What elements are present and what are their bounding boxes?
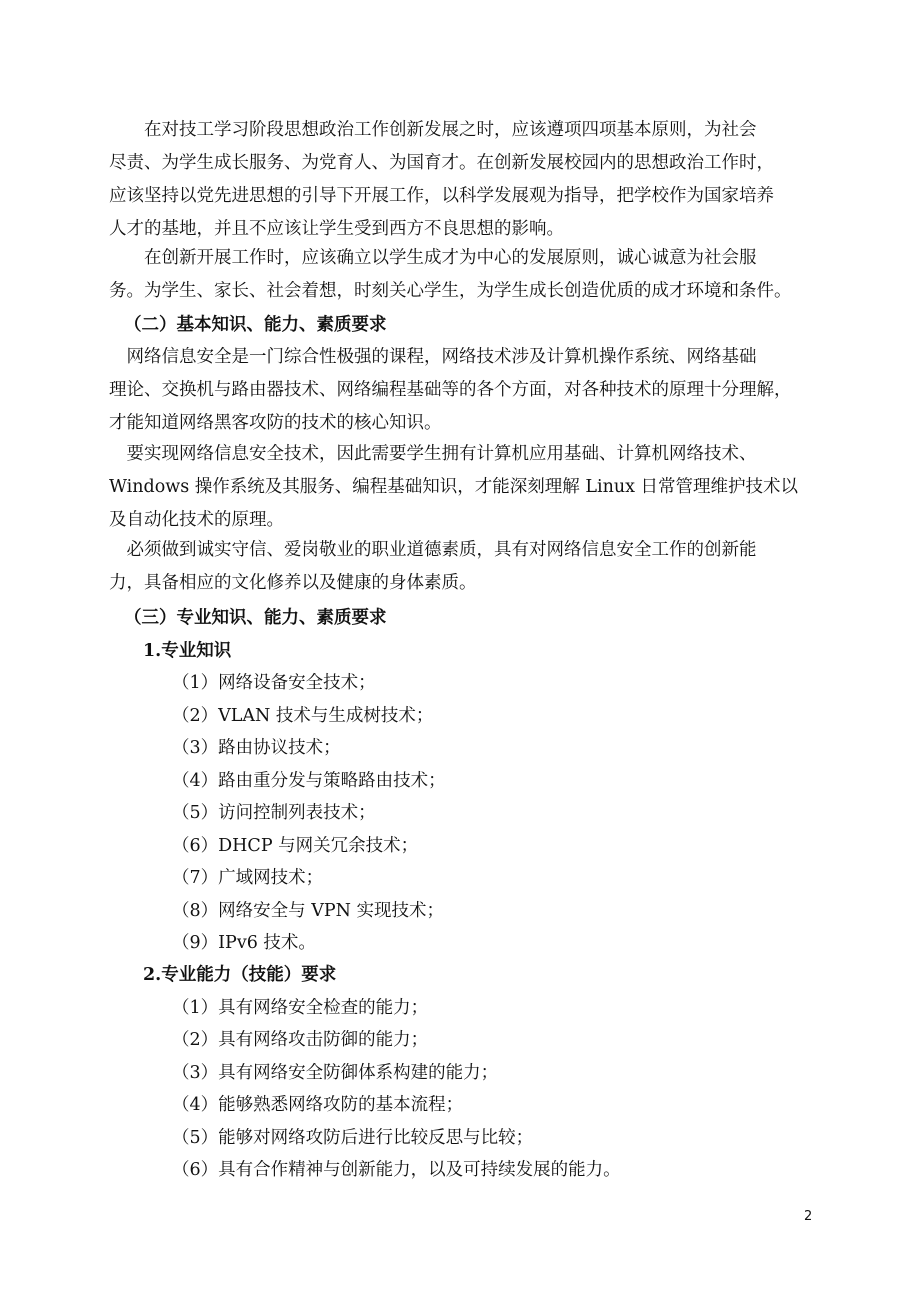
section-heading-professional: （三）专业知识、能力、素质要求 [124, 608, 387, 628]
knowledge-item: （1）网络设备安全技术； [172, 673, 376, 693]
knowledge-item: （8）网络安全与 VPN 实现技术； [172, 901, 444, 921]
knowledge-item: （4）路由重分发与策略路由技术； [172, 771, 446, 791]
ability-item: （6）具有合作精神与创新能力，以及可持续发展的能力。 [172, 1160, 621, 1180]
text-line: 务。为学生、家长、社会着想，时刻关心学生，为学生成长创造优质的成才环境和条件。 [109, 281, 792, 301]
knowledge-item: （3）路由协议技术； [172, 738, 341, 758]
ability-item: （1）具有网络安全检查的能力； [172, 998, 429, 1018]
ability-item: （4）能够熟悉网络攻防的基本流程； [172, 1095, 464, 1115]
knowledge-item: （5）访问控制列表技术； [172, 803, 376, 823]
page-number: 2 [804, 1209, 813, 1224]
text-line: 及自动化技术的原理。 [109, 510, 284, 530]
paragraph-principles [109, 114, 811, 246]
ability-item: （5）能够对网络攻防后进行比较反思与比较； [172, 1128, 534, 1148]
knowledge-item: （2）VLAN 技术与生成树技术； [172, 706, 434, 726]
ability-item: （2）具有网络攻击防御的能力； [172, 1030, 429, 1050]
ability-item: （3）具有网络安全防御体系构建的能力； [172, 1063, 499, 1083]
text-line: 力，具备相应的文化修养以及健康的身体素质。 [109, 573, 477, 593]
paragraph-development [109, 242, 811, 308]
text-line: 理论、交换机与路由器技术、网络编程基础等的各个方面，对各种技术的原理十分理解， [109, 380, 792, 400]
paragraph-ethics [109, 534, 811, 600]
paragraph-prerequisites [109, 438, 811, 537]
text-line: 在对技工学习阶段思想政治工作创新发展之时，应该遵项四项基本原则，为社会 [109, 120, 757, 140]
text-line: 网络信息安全是一门综合性极强的课程，网络技术涉及计算机操作系统、网络基础 [109, 347, 757, 367]
text-line: 必须做到诚实守信、爱岗敬业的职业道德素质，具有对网络信息安全工作的创新能 [109, 540, 757, 560]
knowledge-item: （6）DHCP 与网关冗余技术； [172, 836, 419, 856]
subheading-abilities: 2.专业能力（技能）要求 [143, 965, 337, 985]
text-line: 在创新开展工作时，应该确立以学生成才为中心的发展原则，诚心诚意为社会服 [109, 248, 757, 268]
section-heading-basic: （二）基本知识、能力、素质要求 [124, 315, 387, 335]
text-line: 尽责、为学生成长服务、为党育人、为国育才。在创新发展校园内的思想政治工作时， [109, 153, 774, 173]
text-line: 应该坚持以党先进思想的引导下开展工作，以科学发展观为指导，把学校作为国家培养 [109, 186, 774, 206]
text-line: 才能知道网络黑客攻防的技术的核心知识。 [109, 413, 442, 433]
knowledge-item: （7）广域网技术； [172, 868, 324, 888]
text-line: 人才的基地，并且不应该让学生受到西方不良思想的影响。 [109, 219, 564, 239]
knowledge-item: （9）IPv6 技术。 [172, 933, 316, 953]
text-line: Windows 操作系统及其服务、编程基础知识，才能深刻理解 Linux 日常管理维护技术以 [109, 477, 799, 497]
text-line: 要实现网络信息安全技术，因此需要学生拥有计算机应用基础、计算机网络技术、 [109, 444, 757, 464]
subheading-knowledge: 1.专业知识 [143, 641, 232, 661]
paragraph-network-security [109, 341, 811, 440]
